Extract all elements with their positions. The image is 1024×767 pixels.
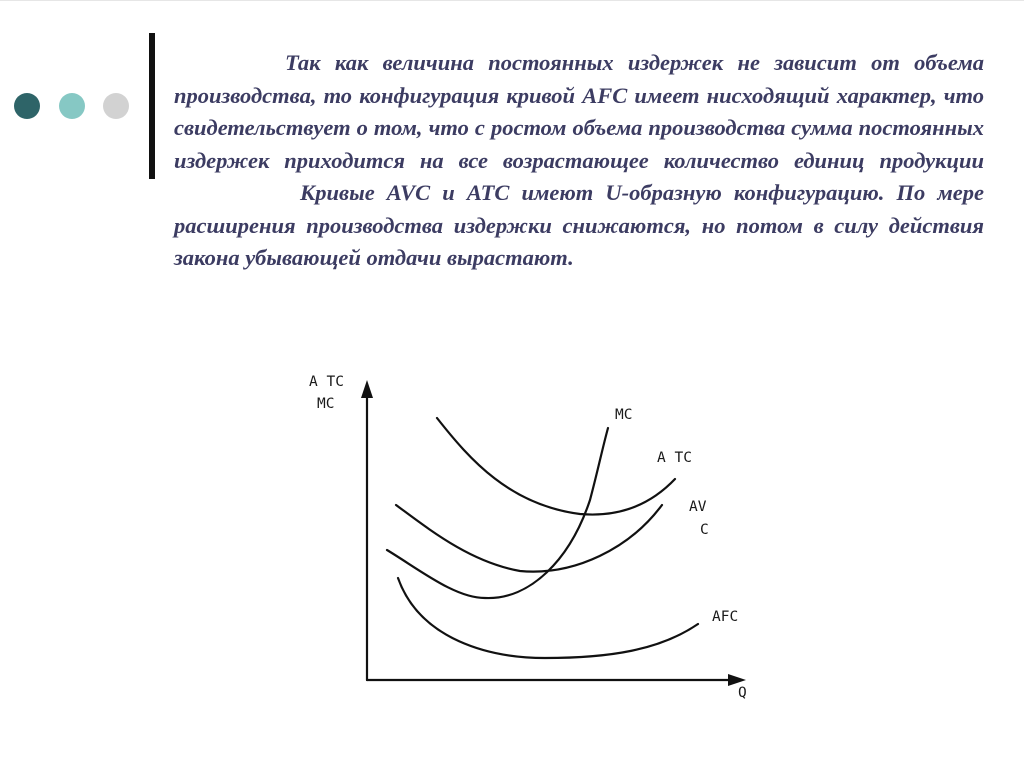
text-line: приходится на все возрастающее количество единиц продукции [284,147,985,173]
atc-curve-label: A TC [657,450,692,466]
text-line: По мере расширения производства издержки снижаются, но [174,180,985,238]
y-axis-arrow-icon [361,380,373,398]
x-axis-label-q: Q [738,685,747,701]
text-line: Кривые AVC и ATC имеют U-образную конфигурацию. [300,180,885,205]
text-line: объема производства, то конфигурация кривой AFC имеет [174,50,984,108]
text-line: потом в силу действия закона убывающей отдачи вырастают. [174,212,985,270]
avc-curve-label-2: C [700,522,709,538]
text-line: ростом объема производства сумма постоянных издержек [174,115,984,173]
afc-curve [398,578,698,658]
avc-curve-label-1: AV [689,499,707,515]
afc-curve-label: AFC [712,609,739,625]
text-line: Так как величина постоянных издержек не зависит от [285,50,900,75]
y-axis-label-mc: MC [317,396,335,412]
atc-curve [437,418,675,515]
y-axis-label-atc: A TC [309,374,344,390]
mc-curve-label: MC [615,407,633,423]
avc-curve [396,505,662,572]
text-line: нисходящий характер, что свидетельствует о том, что с [174,82,984,140]
